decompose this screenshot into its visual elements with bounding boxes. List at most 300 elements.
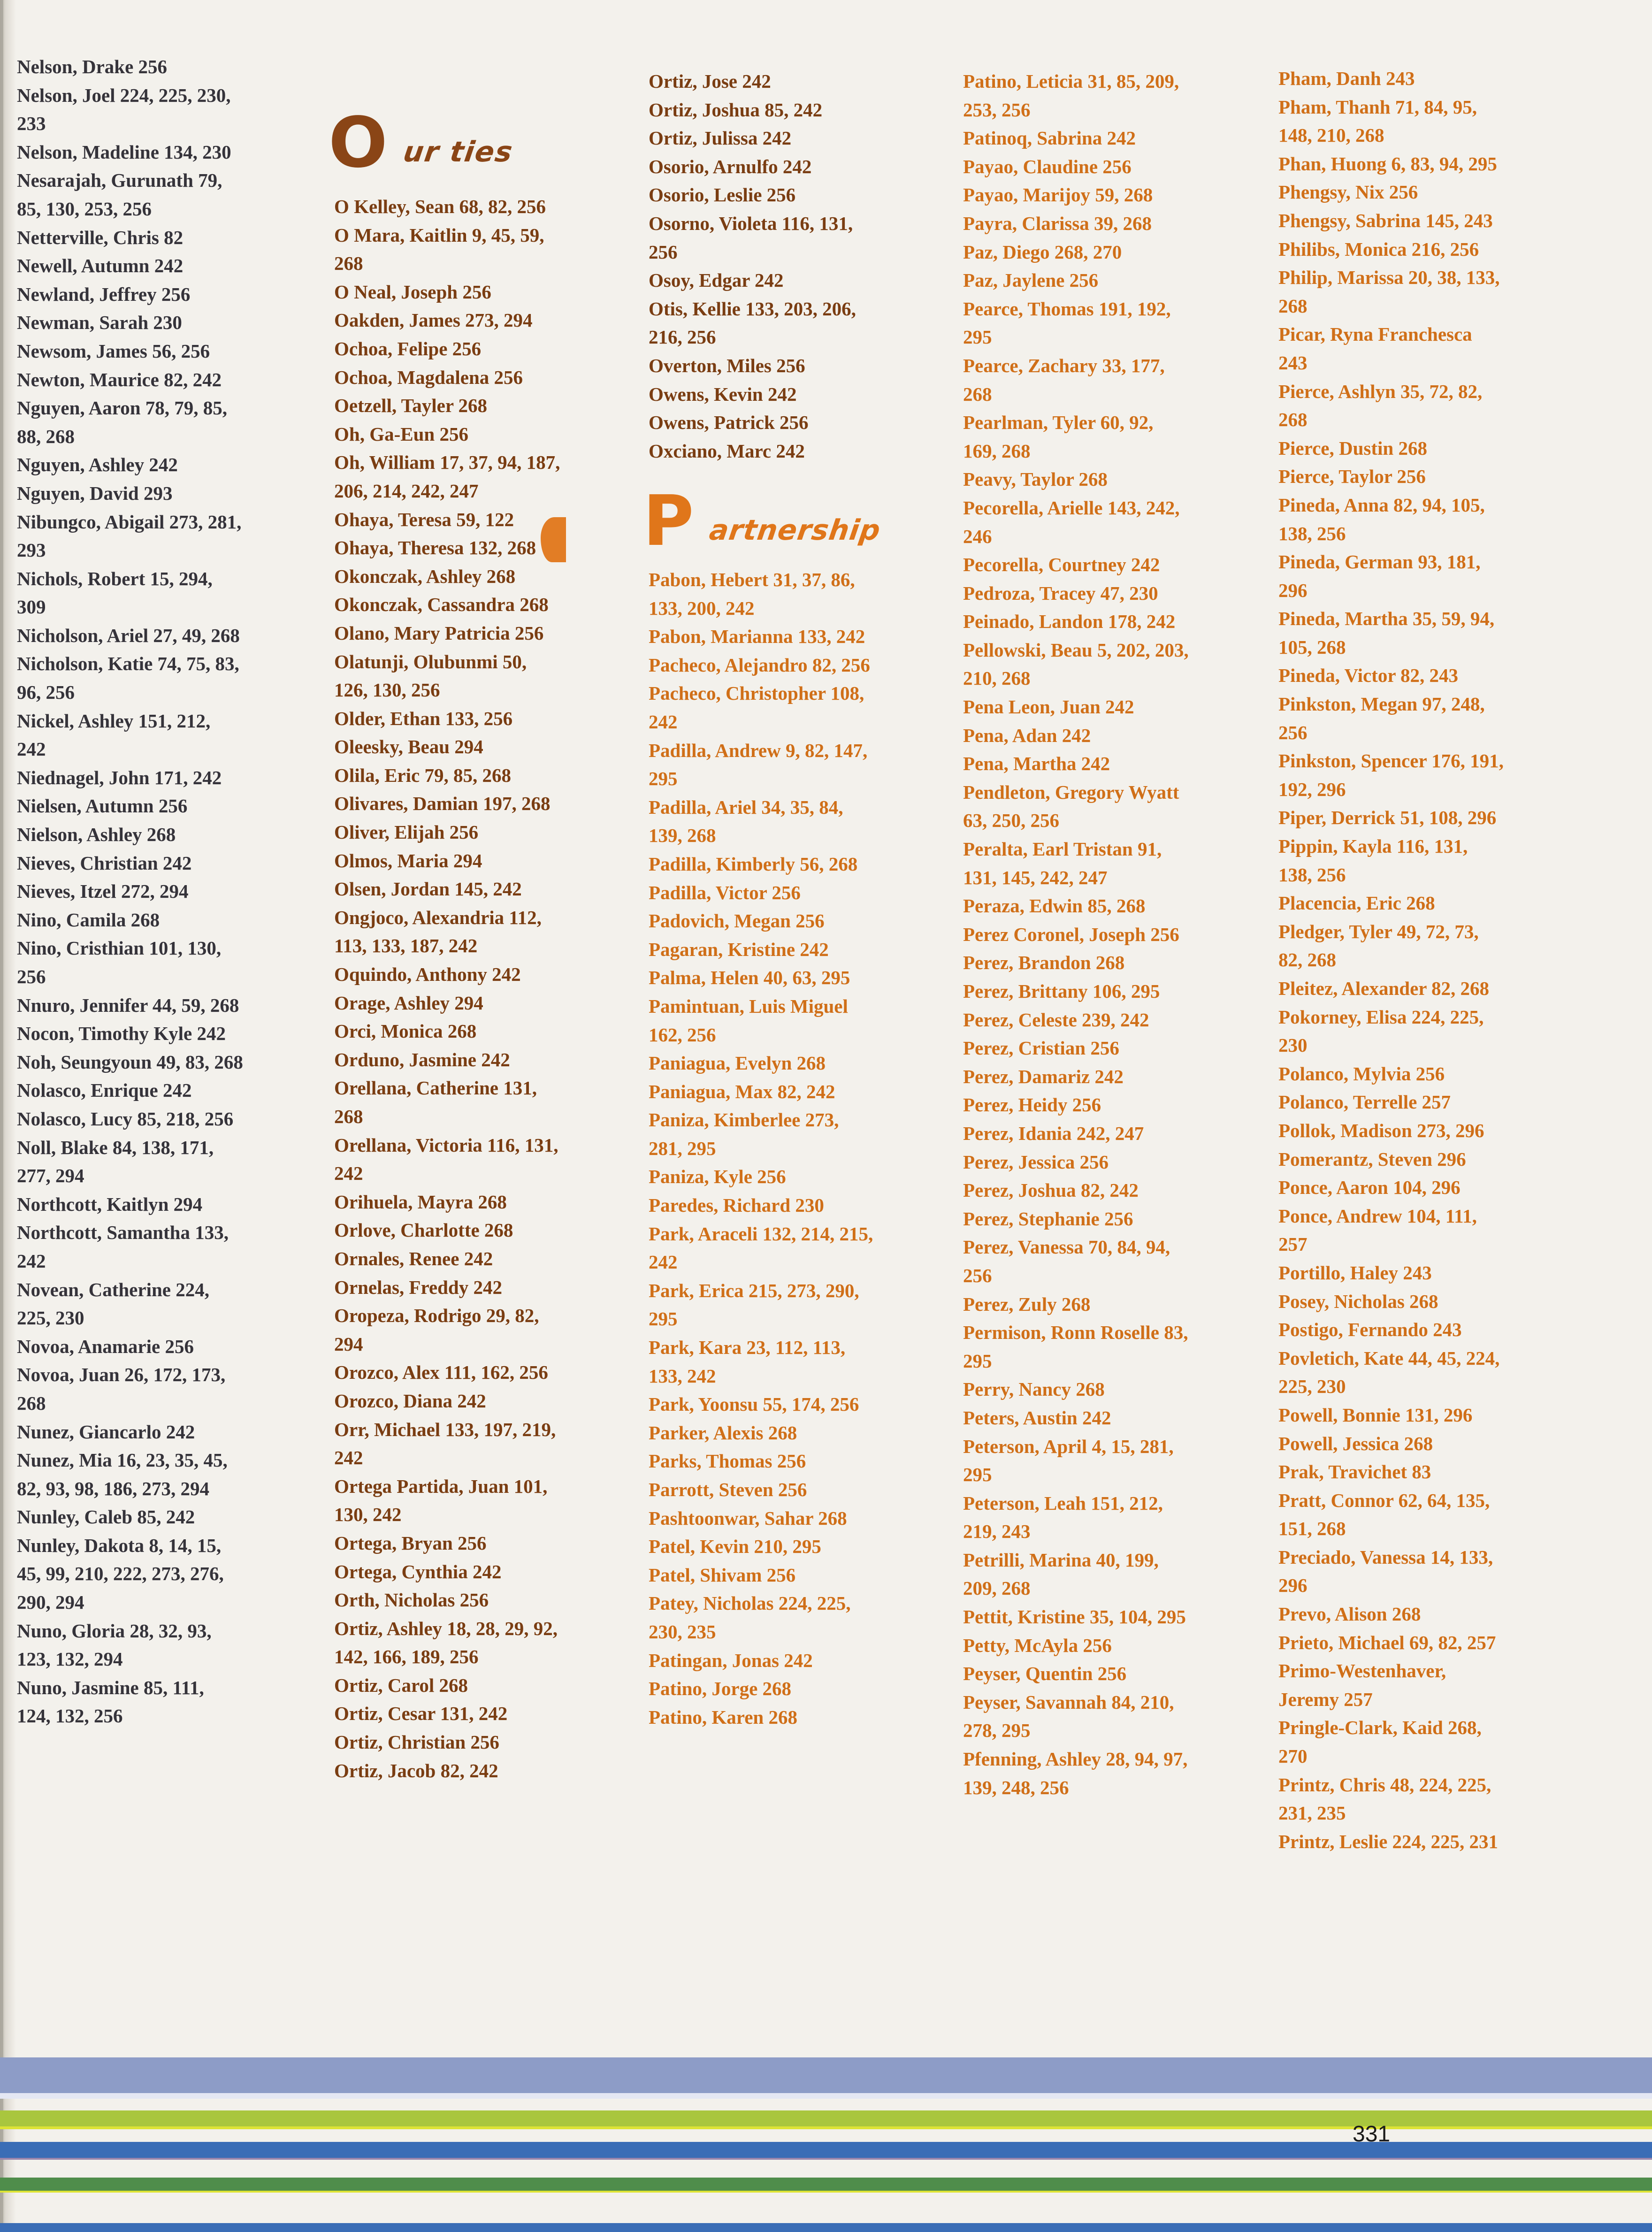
index-line: Newell, Autumn 242 bbox=[17, 255, 184, 277]
footer-stripe-green-edge bbox=[0, 2191, 1652, 2193]
index-line: Philip, Marissa 20, 38, 133, bbox=[1278, 267, 1500, 289]
index-line: 138, 256 bbox=[1278, 864, 1346, 886]
index-line: Patel, Shivam 256 bbox=[649, 1564, 796, 1586]
footer-stripe-purple-edge bbox=[0, 2158, 1652, 2160]
orange-swash-decoration bbox=[541, 517, 566, 562]
index-line: Padilla, Andrew 9, 82, 147, bbox=[649, 739, 868, 761]
index-line: O Kelley, Sean 68, 82, 256 bbox=[334, 196, 546, 217]
index-line: Orci, Monica 268 bbox=[334, 1020, 477, 1042]
index-line: Noll, Blake 84, 138, 171, bbox=[17, 1136, 214, 1158]
index-line: 246 bbox=[963, 525, 992, 547]
index-line: Osorio, Arnulfo 242 bbox=[649, 155, 812, 177]
index-line: Pierce, Ashlyn 35, 72, 82, bbox=[1278, 380, 1483, 402]
index-line: 45, 99, 210, 222, 273, 276, bbox=[17, 1563, 224, 1585]
index-line: Patinoq, Sabrina 242 bbox=[963, 127, 1136, 149]
index-line: 242 bbox=[334, 1447, 363, 1469]
index-line: Pacheco, Christopher 108, bbox=[649, 682, 864, 704]
index-line: Payra, Clarissa 39, 268 bbox=[963, 212, 1152, 234]
index-line: 230 bbox=[1278, 1034, 1308, 1056]
footer-stripe-green bbox=[0, 2178, 1652, 2191]
index-line: Perez, Vanessa 70, 84, 94, bbox=[963, 1236, 1170, 1258]
index-line: Patino, Karen 268 bbox=[649, 1706, 797, 1728]
index-line: Newton, Maurice 82, 242 bbox=[17, 368, 222, 390]
index-line: Nicholson, Ariel 27, 49, 268 bbox=[17, 624, 240, 646]
index-line: Printz, Chris 48, 224, 225, bbox=[1278, 1773, 1491, 1796]
index-line: Portillo, Haley 243 bbox=[1278, 1261, 1432, 1284]
index-line: 133, 200, 242 bbox=[649, 597, 755, 619]
index-line: Pacheco, Alejandro 82, 256 bbox=[649, 654, 870, 676]
index-line: 256 bbox=[17, 966, 46, 987]
index-line: Pendleton, Gregory Wyatt bbox=[963, 781, 1179, 803]
index-line: 242 bbox=[17, 1250, 46, 1272]
index-line: Patey, Nicholas 224, 225, bbox=[649, 1592, 851, 1614]
index-line: Perez, Idania 242, 247 bbox=[963, 1122, 1144, 1144]
index-line: Perez, Heidy 256 bbox=[963, 1094, 1101, 1116]
index-line: 295 bbox=[649, 1308, 678, 1330]
index-line: Payao, Claudine 256 bbox=[963, 155, 1132, 177]
index-line: Nickel, Ashley 151, 212, bbox=[17, 710, 211, 732]
index-line: 206, 214, 242, 247 bbox=[334, 480, 479, 502]
index-line: Pena, Martha 242 bbox=[963, 753, 1110, 775]
index-line: Perez, Joshua 82, 242 bbox=[963, 1179, 1139, 1201]
index-line: 256 bbox=[649, 241, 678, 263]
index-line: Prevo, Alison 268 bbox=[1278, 1603, 1421, 1625]
index-line: Polanco, Mylvia 256 bbox=[1278, 1062, 1445, 1085]
index-line: Perez, Celeste 239, 242 bbox=[963, 1009, 1149, 1031]
index-line: Pineda, Victor 82, 243 bbox=[1278, 665, 1459, 687]
index-line: Pecorella, Courtney 242 bbox=[963, 554, 1160, 576]
index-line: Otis, Kellie 133, 203, 206, bbox=[649, 298, 856, 320]
index-line: Ponce, Aaron 104, 296 bbox=[1278, 1177, 1461, 1199]
index-line: Peralta, Earl Tristan 91, bbox=[963, 838, 1162, 860]
index-line: 295 bbox=[963, 326, 992, 348]
index-line: Ornales, Renee 242 bbox=[334, 1247, 493, 1269]
index-line: Nelson, Madeline 134, 230 bbox=[17, 141, 231, 163]
index-line: 268 bbox=[963, 383, 992, 405]
index-line: 294 bbox=[334, 1333, 363, 1355]
index-line: Placencia, Eric 268 bbox=[1278, 892, 1435, 914]
index-line: Piper, Derrick 51, 108, 296 bbox=[1278, 807, 1497, 829]
index-line: Pedroza, Tracey 47, 230 bbox=[963, 582, 1158, 604]
index-line: Orellana, Victoria 116, 131, bbox=[334, 1134, 558, 1156]
index-line: 169, 268 bbox=[963, 440, 1031, 462]
index-line: Oetzell, Tayler 268 bbox=[334, 395, 488, 417]
index-line: Ongjoco, Alexandria 112, bbox=[334, 906, 542, 928]
index-line: Petrilli, Marina 40, 199, bbox=[963, 1549, 1159, 1571]
index-line: Polanco, Terrelle 257 bbox=[1278, 1091, 1451, 1113]
index-line: 105, 268 bbox=[1278, 636, 1346, 658]
index-line: Older, Ethan 133, 256 bbox=[334, 707, 513, 729]
index-line: Parker, Alexis 268 bbox=[649, 1422, 797, 1444]
index-line: Pettit, Kristine 35, 104, 295 bbox=[963, 1606, 1186, 1628]
section-letter-o: O bbox=[329, 102, 388, 183]
page-number: 331 bbox=[1353, 2122, 1391, 2147]
index-line: Pena Leon, Juan 242 bbox=[963, 696, 1134, 718]
index-line: Pomerantz, Steven 296 bbox=[1278, 1148, 1466, 1170]
index-line: Nguyen, Ashley 242 bbox=[17, 454, 178, 476]
index-line: Olatunji, Olubunmi 50, bbox=[334, 650, 527, 673]
index-line: 242 bbox=[649, 1251, 678, 1273]
index-line: Pineda, Martha 35, 59, 94, bbox=[1278, 608, 1495, 630]
index-line: 192, 296 bbox=[1278, 778, 1346, 800]
index-line: Nino, Cristhian 101, 130, bbox=[17, 937, 222, 959]
index-line: Nibungco, Abigail 273, 281, bbox=[17, 511, 242, 533]
index-line: Printz, Leslie 224, 225, 231 bbox=[1278, 1830, 1499, 1852]
index-line: Patingan, Jonas 242 bbox=[649, 1649, 813, 1671]
index-line: 296 bbox=[1278, 1575, 1308, 1597]
index-line: Ortiz, Cesar 131, 242 bbox=[334, 1703, 508, 1725]
index-line: 268 bbox=[334, 1106, 363, 1127]
index-line: Ortiz, Christian 256 bbox=[334, 1731, 499, 1753]
index-line: Paz, Jaylene 256 bbox=[963, 269, 1099, 291]
index-line: 293 bbox=[17, 539, 46, 561]
index-line: 253, 256 bbox=[963, 99, 1031, 121]
index-line: Patel, Kevin 210, 295 bbox=[649, 1536, 821, 1558]
index-line: 63, 250, 256 bbox=[963, 810, 1059, 832]
index-line: Phengsy, Nix 256 bbox=[1278, 181, 1418, 203]
index-line: 82, 268 bbox=[1278, 949, 1336, 971]
index-line: Olivares, Damian 197, 268 bbox=[334, 793, 551, 815]
index-line: 278, 295 bbox=[963, 1720, 1031, 1742]
index-line: Pledger, Tyler 49, 72, 73, bbox=[1278, 920, 1479, 942]
index-line: Ochoa, Magdalena 256 bbox=[334, 366, 523, 388]
index-line: Pineda, German 93, 181, bbox=[1278, 551, 1481, 573]
index-line: 130, 242 bbox=[334, 1504, 402, 1526]
footer-line-lavender bbox=[0, 2093, 1652, 2099]
index-line: Nielson, Ashley 268 bbox=[17, 824, 176, 846]
index-line: Powell, Bonnie 131, 296 bbox=[1278, 1404, 1473, 1426]
index-line: Nocon, Timothy Kyle 242 bbox=[17, 1023, 226, 1045]
index-line: 225, 230 bbox=[1278, 1376, 1346, 1398]
index-line: Permison, Ronn Roselle 83, bbox=[963, 1322, 1188, 1344]
index-line: Owens, Patrick 256 bbox=[649, 412, 809, 434]
index-line: 270 bbox=[1278, 1745, 1308, 1767]
index-line: 162, 256 bbox=[649, 1024, 716, 1046]
index-line: Peterson, Leah 151, 212, bbox=[963, 1492, 1163, 1514]
index-line: Nunez, Mia 16, 23, 35, 45, bbox=[17, 1449, 228, 1471]
index-line: Pearce, Thomas 191, 192, bbox=[963, 298, 1171, 320]
index-line: Nnuro, Jennifer 44, 59, 268 bbox=[17, 994, 239, 1016]
index-line: Pfenning, Ashley 28, 94, 97, bbox=[963, 1748, 1188, 1770]
index-line: Okonczak, Ashley 268 bbox=[334, 565, 516, 587]
index-line: Perez, Brittany 106, 295 bbox=[963, 980, 1160, 1002]
index-line: Prieto, Michael 69, 82, 257 bbox=[1278, 1631, 1496, 1653]
index-line: Perez, Damariz 242 bbox=[963, 1065, 1124, 1087]
index-line: 131, 145, 242, 247 bbox=[963, 866, 1108, 888]
footer-stripe-lime-edge bbox=[0, 2126, 1652, 2129]
footer-stripe-lime bbox=[0, 2110, 1652, 2126]
index-line: 242 bbox=[649, 711, 678, 733]
index-line: 148, 210, 268 bbox=[1278, 124, 1384, 146]
index-line: Pollok, Madison 273, 296 bbox=[1278, 1119, 1484, 1141]
index-line: Newsom, James 56, 256 bbox=[17, 340, 210, 362]
index-column-p-2 bbox=[963, 67, 1189, 1802]
index-line: Ochoa, Felipe 256 bbox=[334, 337, 482, 359]
index-column-o bbox=[334, 192, 560, 1785]
index-line: 243 bbox=[1278, 352, 1308, 374]
index-line: Novoa, Anamarie 256 bbox=[17, 1335, 194, 1357]
index-line: Patino, Jorge 268 bbox=[649, 1678, 792, 1700]
index-line: Perry, Nancy 268 bbox=[963, 1378, 1105, 1400]
index-line: 290, 294 bbox=[17, 1591, 84, 1613]
index-line: 256 bbox=[1278, 721, 1308, 743]
index-line: Ohaya, Theresa 132, 268 bbox=[334, 537, 536, 559]
index-line: Ornelas, Freddy 242 bbox=[334, 1276, 502, 1298]
index-line: Novean, Catherine 224, bbox=[17, 1278, 209, 1300]
index-line: Olila, Eric 79, 85, 268 bbox=[334, 764, 511, 786]
index-line: Paniza, Kyle 256 bbox=[649, 1166, 786, 1188]
index-line: Ortiz, Julissa 242 bbox=[649, 127, 792, 149]
index-line: Parrott, Steven 256 bbox=[649, 1479, 807, 1500]
index-line: Peters, Austin 242 bbox=[963, 1406, 1111, 1429]
section-header-o bbox=[329, 102, 515, 183]
index-line: Nuno, Gloria 28, 32, 93, bbox=[17, 1620, 212, 1642]
index-line: Oleesky, Beau 294 bbox=[334, 736, 483, 758]
index-line: Paniza, Kimberlee 273, bbox=[649, 1109, 839, 1131]
index-line: Philibs, Monica 216, 256 bbox=[1278, 238, 1479, 260]
index-line: Jeremy 257 bbox=[1278, 1688, 1373, 1710]
index-line: 85, 130, 253, 256 bbox=[17, 198, 152, 220]
index-line: Noh, Seungyoun 49, 83, 268 bbox=[17, 1051, 243, 1073]
index-line: Nolasco, Enrique 242 bbox=[17, 1079, 192, 1101]
index-line: Newman, Sarah 230 bbox=[17, 312, 182, 334]
section-script-p: artnership bbox=[707, 514, 883, 547]
index-line: Posey, Nicholas 268 bbox=[1278, 1290, 1438, 1312]
index-line: Osorio, Leslie 256 bbox=[649, 184, 796, 206]
index-line: Ponce, Andrew 104, 111, bbox=[1278, 1205, 1477, 1227]
index-line: Nesarajah, Gurunath 79, bbox=[17, 169, 222, 191]
index-line: Nguyen, David 293 bbox=[17, 482, 173, 504]
index-line: 242 bbox=[334, 1162, 363, 1185]
index-column-p-3 bbox=[1278, 64, 1504, 1856]
index-line: Oh, Ga-Eun 256 bbox=[334, 423, 468, 445]
index-line: Padilla, Victor 256 bbox=[649, 881, 801, 903]
index-line: Ortiz, Carol 268 bbox=[334, 1674, 468, 1696]
index-line: Orlove, Charlotte 268 bbox=[334, 1219, 513, 1241]
index-line: Okonczak, Cassandra 268 bbox=[334, 594, 549, 616]
index-line: Phengsy, Sabrina 145, 243 bbox=[1278, 209, 1493, 231]
index-column-o-continued bbox=[649, 67, 856, 465]
index-line: 113, 133, 187, 242 bbox=[334, 935, 478, 957]
index-line: Paredes, Richard 230 bbox=[649, 1194, 824, 1216]
index-line: 82, 93, 98, 186, 273, 294 bbox=[17, 1477, 209, 1499]
index-line: Newland, Jeffrey 256 bbox=[17, 283, 191, 305]
index-line: Ortega Partida, Juan 101, bbox=[334, 1475, 548, 1497]
index-line: Pearlman, Tyler 60, 92, bbox=[963, 412, 1154, 434]
index-line: Nieves, Itzel 272, 294 bbox=[17, 880, 189, 902]
index-line: Oropeza, Rodrigo 29, 82, bbox=[334, 1305, 539, 1327]
index-line: Perez, Jessica 256 bbox=[963, 1151, 1109, 1173]
footer-bottom-blue-band bbox=[0, 2223, 1652, 2232]
index-line: O Mara, Kaitlin 9, 45, 59, bbox=[334, 224, 544, 246]
index-line: Pellowski, Beau 5, 202, 203, bbox=[963, 639, 1189, 661]
index-line: Petty, McAyla 256 bbox=[963, 1634, 1112, 1656]
index-line: 230, 235 bbox=[649, 1620, 716, 1643]
index-line: 88, 268 bbox=[17, 425, 75, 447]
index-line: Ortiz, Joshua 85, 242 bbox=[649, 99, 823, 121]
index-line: O Neal, Joseph 256 bbox=[334, 281, 491, 303]
index-line: Peterson, April 4, 15, 281, bbox=[963, 1435, 1174, 1457]
index-line: Pratt, Connor 62, 64, 135, bbox=[1278, 1489, 1490, 1511]
index-line: Pecorella, Arielle 143, 242, bbox=[963, 497, 1180, 519]
index-line: Nelson, Joel 224, 225, 230, bbox=[17, 84, 231, 106]
index-line: Olmos, Maria 294 bbox=[334, 849, 482, 871]
index-line: 281, 295 bbox=[649, 1137, 716, 1159]
index-line: 268 bbox=[1278, 295, 1308, 317]
index-line: 277, 294 bbox=[17, 1165, 84, 1187]
index-line: 216, 256 bbox=[649, 326, 716, 348]
index-line: 309 bbox=[17, 596, 46, 618]
index-line: Oliver, Elijah 256 bbox=[334, 821, 479, 843]
index-line: Pleitez, Alexander 82, 268 bbox=[1278, 978, 1490, 999]
index-line: Ortiz, Jacob 82, 242 bbox=[334, 1759, 498, 1781]
index-line: Patino, Leticia 31, 85, 209, bbox=[963, 70, 1179, 92]
index-line: 209, 268 bbox=[963, 1577, 1031, 1599]
footer-stripe-blue bbox=[0, 2142, 1652, 2158]
index-line: Pierce, Dustin 268 bbox=[1278, 437, 1427, 459]
index-line: Nunley, Caleb 85, 242 bbox=[17, 1506, 195, 1528]
index-line: Padovich, Megan 256 bbox=[649, 910, 825, 932]
index-line: Payao, Marijoy 59, 268 bbox=[963, 184, 1153, 206]
index-line: Nelson, Drake 256 bbox=[17, 56, 168, 77]
index-line: Powell, Jessica 268 bbox=[1278, 1432, 1433, 1454]
index-line: Povletich, Kate 44, 45, 224, bbox=[1278, 1347, 1500, 1369]
index-line: Perez Coronel, Joseph 256 bbox=[963, 923, 1179, 945]
index-line: Owens, Kevin 242 bbox=[649, 383, 797, 405]
index-line: Prak, Travichet 83 bbox=[1278, 1461, 1431, 1483]
index-line: Paz, Diego 268, 270 bbox=[963, 241, 1122, 263]
index-line: Oakden, James 273, 294 bbox=[334, 309, 533, 331]
index-line: 231, 235 bbox=[1278, 1802, 1346, 1824]
footer-band-periwinkle bbox=[0, 2057, 1652, 2093]
index-line: 210, 268 bbox=[963, 667, 1031, 689]
index-line: Nieves, Christian 242 bbox=[17, 852, 192, 874]
index-line: Perez, Cristian 256 bbox=[963, 1037, 1119, 1059]
index-line: 268 bbox=[1278, 409, 1308, 431]
index-line: Olano, Mary Patricia 256 bbox=[334, 622, 544, 644]
index-line: 256 bbox=[963, 1264, 992, 1286]
index-line: 151, 268 bbox=[1278, 1518, 1346, 1540]
index-line: Ortiz, Ashley 18, 28, 29, 92, bbox=[334, 1617, 558, 1639]
index-line: Oxciano, Marc 242 bbox=[649, 440, 805, 462]
index-line: Niednagel, John 171, 242 bbox=[17, 766, 222, 788]
index-line: Postigo, Fernando 243 bbox=[1278, 1319, 1462, 1341]
index-line: Oquindo, Anthony 242 bbox=[334, 963, 521, 986]
index-line: 139, 248, 256 bbox=[963, 1776, 1069, 1798]
index-line: Pinkston, Spencer 176, 191, bbox=[1278, 750, 1504, 772]
index-line: Northcott, Samantha 133, bbox=[17, 1222, 229, 1244]
index-line: Orage, Ashley 294 bbox=[334, 992, 483, 1014]
index-line: Pagaran, Kristine 242 bbox=[649, 938, 829, 960]
index-line: Preciado, Vanessa 14, 133, bbox=[1278, 1546, 1493, 1568]
index-line: Nichols, Robert 15, 294, bbox=[17, 567, 213, 589]
index-line: Park, Kara 23, 112, 113, bbox=[649, 1337, 846, 1359]
index-line: Pashtoonwar, Sahar 268 bbox=[649, 1507, 847, 1529]
index-line: Park, Araceli 132, 214, 215, bbox=[649, 1223, 873, 1245]
index-line: 124, 132, 256 bbox=[17, 1705, 123, 1727]
index-line: Orihuela, Mayra 268 bbox=[334, 1191, 507, 1213]
index-line: 138, 256 bbox=[1278, 522, 1346, 544]
index-line: Pierce, Taylor 256 bbox=[1278, 466, 1426, 488]
index-line: Pham, Danh 243 bbox=[1278, 68, 1415, 89]
index-line: Pippin, Kayla 116, 131, bbox=[1278, 835, 1468, 857]
index-line: Osoy, Edgar 242 bbox=[649, 269, 784, 291]
index-line: Orellana, Catherine 131, bbox=[334, 1077, 537, 1099]
index-line: 219, 243 bbox=[963, 1521, 1031, 1543]
index-line: 295 bbox=[649, 768, 678, 790]
index-line: Palma, Helen 40, 63, 295 bbox=[649, 967, 850, 989]
index-line: Nunez, Giancarlo 242 bbox=[17, 1421, 195, 1443]
index-column-p-1 bbox=[649, 566, 873, 1731]
index-line: Nolasco, Lucy 85, 218, 256 bbox=[17, 1108, 234, 1130]
index-column-n bbox=[17, 53, 243, 1730]
index-line: Northcott, Kaitlyn 294 bbox=[17, 1193, 203, 1215]
index-line: Pringle-Clark, Kaid 268, bbox=[1278, 1717, 1482, 1739]
index-line: Pabon, Hebert 31, 37, 86, bbox=[649, 569, 855, 590]
index-line: Picar, Ryna Franchesca bbox=[1278, 323, 1472, 345]
section-letter-p: P bbox=[643, 481, 694, 561]
index-line: Orozco, Diana 242 bbox=[334, 1390, 486, 1412]
index-line: Peavy, Taylor 268 bbox=[963, 468, 1108, 490]
index-line: Paniagua, Evelyn 268 bbox=[649, 1052, 826, 1074]
index-line: Oh, William 17, 37, 94, 187, bbox=[334, 451, 560, 474]
index-line: Osorno, Violeta 116, 131, bbox=[649, 212, 853, 234]
index-line: Perez, Brandon 268 bbox=[963, 952, 1125, 974]
index-line: Pineda, Anna 82, 94, 105, bbox=[1278, 494, 1485, 516]
index-line: Orth, Nicholas 256 bbox=[334, 1589, 489, 1611]
index-line: Overton, Miles 256 bbox=[649, 354, 805, 376]
index-line: 295 bbox=[963, 1350, 992, 1372]
index-line: Orr, Michael 133, 197, 219, bbox=[334, 1418, 556, 1440]
index-line: 139, 268 bbox=[649, 825, 716, 847]
index-line: Orduno, Jasmine 242 bbox=[334, 1048, 510, 1070]
index-line: Orozco, Alex 111, 162, 256 bbox=[334, 1361, 548, 1384]
index-line: Netterville, Chris 82 bbox=[17, 226, 184, 248]
index-line: 233 bbox=[17, 113, 46, 135]
index-line: Nielsen, Autumn 256 bbox=[17, 795, 188, 817]
index-line: Perez, Zuly 268 bbox=[963, 1293, 1091, 1315]
index-line: Pham, Thanh 71, 84, 95, bbox=[1278, 96, 1477, 118]
index-line: Pena, Adan 242 bbox=[963, 724, 1091, 746]
index-line: Ortega, Bryan 256 bbox=[334, 1532, 487, 1554]
index-line: 257 bbox=[1278, 1233, 1308, 1255]
index-line: Peinado, Landon 178, 242 bbox=[963, 611, 1176, 633]
index-line: 142, 166, 189, 256 bbox=[334, 1646, 479, 1668]
index-line: Perez, Stephanie 256 bbox=[963, 1208, 1133, 1230]
section-header-p bbox=[643, 481, 883, 561]
scan-edge-line bbox=[0, 0, 3, 2232]
index-line: Ortiz, Jose 242 bbox=[649, 70, 771, 92]
index-line: Novoa, Juan 26, 172, 173, bbox=[17, 1364, 226, 1386]
index-line: Nuno, Jasmine 85, 111, bbox=[17, 1676, 204, 1698]
index-line: Peraza, Edwin 85, 268 bbox=[963, 895, 1146, 917]
index-line: Padilla, Kimberly 56, 268 bbox=[649, 853, 858, 875]
index-line: 296 bbox=[1278, 579, 1308, 601]
index-line: 123, 132, 294 bbox=[17, 1648, 123, 1670]
index-line: Nicholson, Katie 74, 75, 83, bbox=[17, 653, 239, 675]
index-line: Pearce, Zachary 33, 177, bbox=[963, 354, 1165, 376]
index-line: Olsen, Jordan 145, 242 bbox=[334, 878, 522, 900]
index-line: Pabon, Marianna 133, 242 bbox=[649, 626, 865, 648]
index-line: Peyser, Savannah 84, 210, bbox=[963, 1691, 1174, 1713]
index-line: 133, 242 bbox=[649, 1365, 716, 1387]
index-line: Pokorney, Elisa 224, 225, bbox=[1278, 1006, 1484, 1028]
index-line: Pinkston, Megan 97, 248, bbox=[1278, 693, 1485, 715]
index-line: Peyser, Quentin 256 bbox=[963, 1663, 1127, 1685]
index-line: 96, 256 bbox=[17, 681, 75, 703]
index-line: Padilla, Ariel 34, 35, 84, bbox=[649, 796, 843, 818]
index-line: 242 bbox=[17, 738, 46, 760]
